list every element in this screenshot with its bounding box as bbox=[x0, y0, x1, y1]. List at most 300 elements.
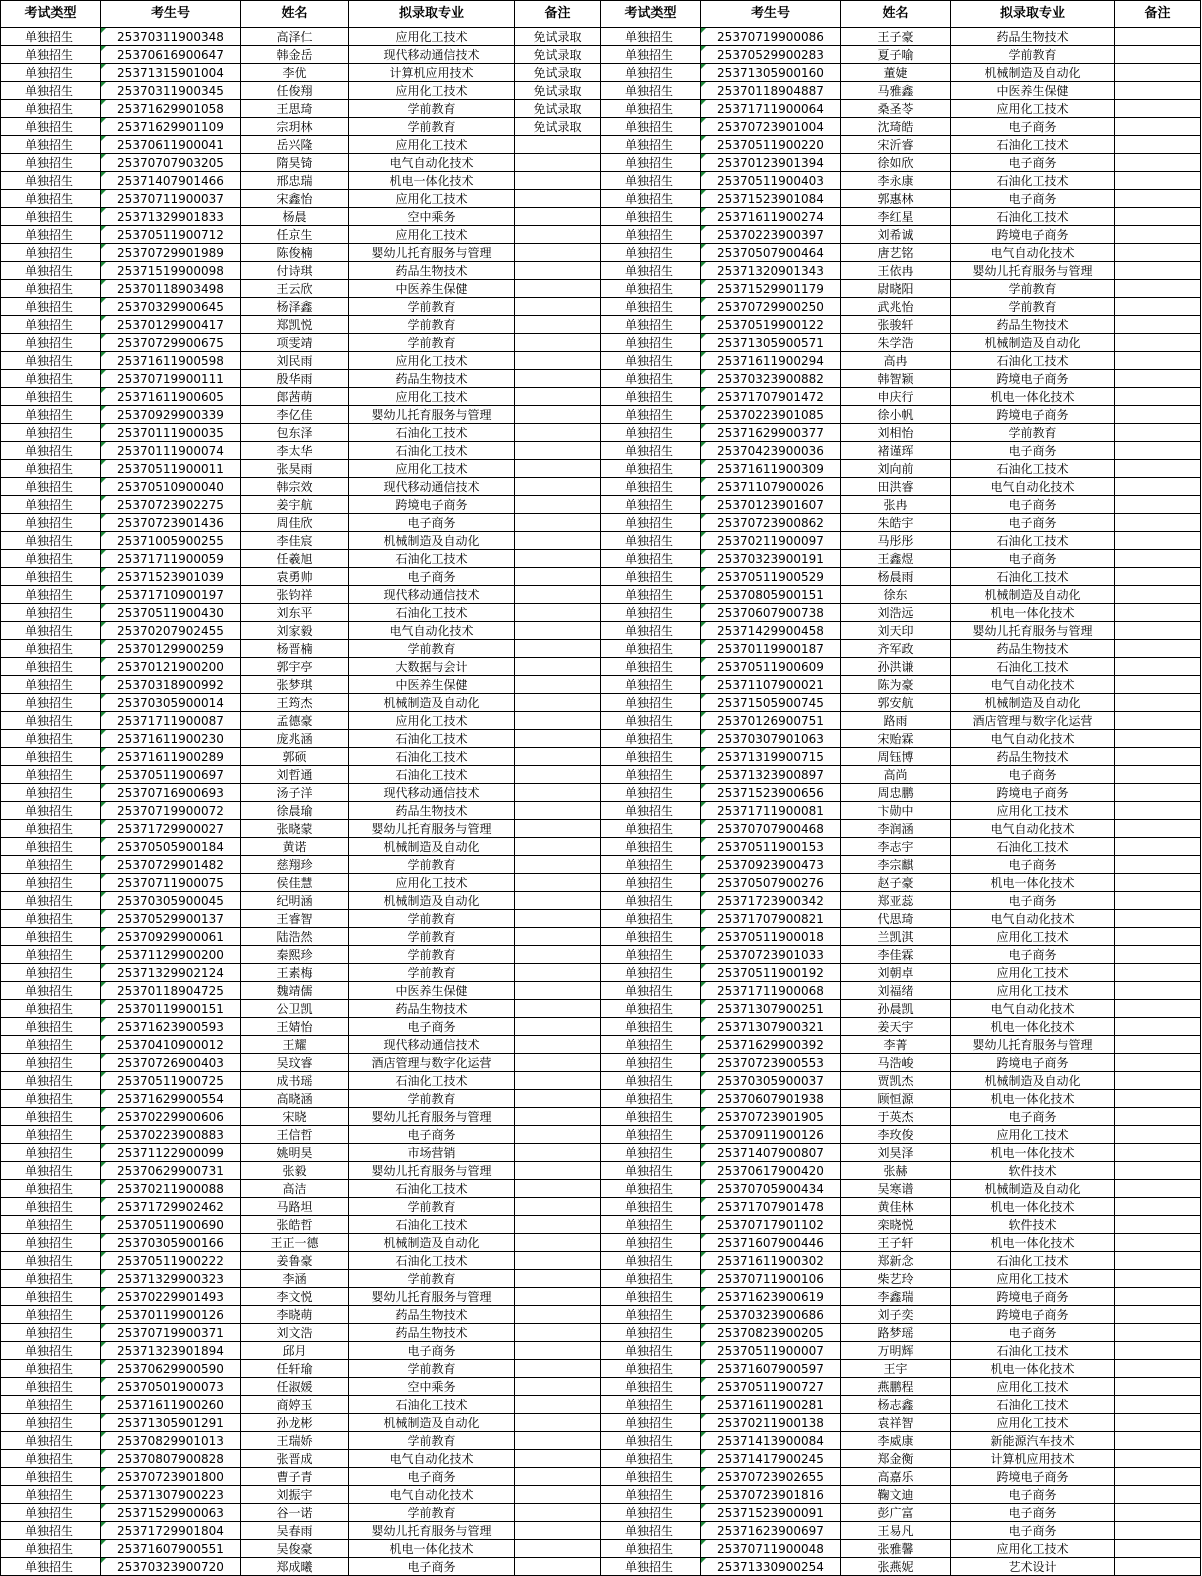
cell-right-major: 电气自动化技术 bbox=[951, 1000, 1115, 1018]
cell-left-candidate-id: 25371629901058 bbox=[101, 100, 241, 118]
table-row bbox=[1, 550, 1201, 568]
cell-right-major: 机械制造及自动化 bbox=[951, 586, 1115, 604]
cell-left-remark bbox=[515, 478, 601, 496]
cell-left-remark bbox=[515, 1360, 601, 1378]
cell-right-remark bbox=[1115, 100, 1201, 118]
cell-right-candidate-id: 25370607901938 bbox=[701, 1090, 841, 1108]
cell-left-exam-type: 单独招生 bbox=[1, 1234, 101, 1252]
cell-right-remark bbox=[1115, 1522, 1201, 1540]
cell-left-remark bbox=[515, 244, 601, 262]
cell-left-major: 中医养生保健 bbox=[349, 982, 515, 1000]
cell-left-remark bbox=[515, 298, 601, 316]
cell-left-candidate-id: 25371711900059 bbox=[101, 550, 241, 568]
cell-left-student-name: 王瑞娇 bbox=[241, 1432, 349, 1450]
cell-left-major: 药品生物技术 bbox=[349, 370, 515, 388]
cell-left-student-name: 慈翔珍 bbox=[241, 856, 349, 874]
cell-right-candidate-id: 25371607900446 bbox=[701, 1234, 841, 1252]
cell-right-remark bbox=[1115, 1018, 1201, 1036]
cell-left-candidate-id: 25370311900345 bbox=[101, 82, 241, 100]
cell-left-candidate-id: 25371729900027 bbox=[101, 820, 241, 838]
table-row bbox=[1, 1360, 1201, 1378]
cell-right-exam-type: 单独招生 bbox=[601, 1540, 701, 1558]
cell-left-major: 电气自动化技术 bbox=[349, 154, 515, 172]
header-candidate-id-2: 考生号 bbox=[701, 1, 841, 28]
cell-right-student-name: 鞠文迪 bbox=[841, 1486, 951, 1504]
cell-right-remark bbox=[1115, 1486, 1201, 1504]
cell-left-remark bbox=[515, 712, 601, 730]
cell-left-remark bbox=[515, 766, 601, 784]
cell-right-exam-type: 单独招生 bbox=[601, 1090, 701, 1108]
cell-right-student-name: 卞勋中 bbox=[841, 802, 951, 820]
cell-left-major: 石油化工技术 bbox=[349, 604, 515, 622]
cell-right-exam-type: 单独招生 bbox=[601, 82, 701, 100]
cell-right-major: 学前教育 bbox=[951, 46, 1115, 64]
cell-right-student-name: 马彤彤 bbox=[841, 532, 951, 550]
cell-left-candidate-id: 25370719900371 bbox=[101, 1324, 241, 1342]
table-row bbox=[1, 838, 1201, 856]
cell-left-candidate-id: 25370129900259 bbox=[101, 640, 241, 658]
cell-right-exam-type: 单独招生 bbox=[601, 442, 701, 460]
cell-left-remark bbox=[515, 1234, 601, 1252]
cell-left-candidate-id: 25370511900011 bbox=[101, 460, 241, 478]
cell-right-student-name: 王宇 bbox=[841, 1360, 951, 1378]
table-row bbox=[1, 1270, 1201, 1288]
cell-left-exam-type: 单独招生 bbox=[1, 712, 101, 730]
cell-left-remark bbox=[515, 1288, 601, 1306]
cell-left-candidate-id: 25370723902275 bbox=[101, 496, 241, 514]
cell-right-student-name: 孙晨凯 bbox=[841, 1000, 951, 1018]
cell-left-remark bbox=[515, 1090, 601, 1108]
cell-left-candidate-id: 25371307900223 bbox=[101, 1486, 241, 1504]
cell-left-major: 电气自动化技术 bbox=[349, 1450, 515, 1468]
cell-right-remark bbox=[1115, 226, 1201, 244]
cell-left-major: 婴幼儿托育服务与管理 bbox=[349, 244, 515, 262]
cell-right-major: 艺术设计 bbox=[951, 1558, 1115, 1576]
cell-left-major: 石油化工技术 bbox=[349, 1072, 515, 1090]
cell-right-candidate-id: 25370211900097 bbox=[701, 532, 841, 550]
cell-right-student-name: 孙洪谦 bbox=[841, 658, 951, 676]
cell-right-candidate-id: 25371305900571 bbox=[701, 334, 841, 352]
cell-left-exam-type: 单独招生 bbox=[1, 550, 101, 568]
cell-right-candidate-id: 25370118904887 bbox=[701, 82, 841, 100]
table-row bbox=[1, 1144, 1201, 1162]
cell-right-exam-type: 单独招生 bbox=[601, 586, 701, 604]
cell-left-candidate-id: 25370729901989 bbox=[101, 244, 241, 262]
cell-right-student-name: 王易凡 bbox=[841, 1522, 951, 1540]
cell-left-candidate-id: 25371529900063 bbox=[101, 1504, 241, 1522]
cell-left-exam-type: 单独招生 bbox=[1, 154, 101, 172]
cell-right-remark bbox=[1115, 982, 1201, 1000]
cell-left-remark bbox=[515, 1450, 601, 1468]
table-row bbox=[1, 226, 1201, 244]
cell-right-student-name: 代思琦 bbox=[841, 910, 951, 928]
cell-right-exam-type: 单独招生 bbox=[601, 1072, 701, 1090]
cell-right-candidate-id: 25370223901085 bbox=[701, 406, 841, 424]
cell-left-exam-type: 单独招生 bbox=[1, 820, 101, 838]
cell-left-candidate-id: 25371611900289 bbox=[101, 748, 241, 766]
cell-left-remark bbox=[515, 604, 601, 622]
table-row bbox=[1, 388, 1201, 406]
cell-right-major: 应用化工技术 bbox=[951, 1414, 1115, 1432]
cell-right-exam-type: 单独招生 bbox=[601, 1432, 701, 1450]
cell-right-remark bbox=[1115, 1180, 1201, 1198]
cell-right-exam-type: 单独招生 bbox=[601, 172, 701, 190]
cell-right-student-name: 杨志鑫 bbox=[841, 1396, 951, 1414]
cell-right-candidate-id: 25371305900160 bbox=[701, 64, 841, 82]
cell-right-exam-type: 单独招生 bbox=[601, 1450, 701, 1468]
cell-right-student-name: 褚谨珲 bbox=[841, 442, 951, 460]
cell-left-student-name: 王睿智 bbox=[241, 910, 349, 928]
cell-left-major: 学前教育 bbox=[349, 928, 515, 946]
cell-left-major: 电子商务 bbox=[349, 1342, 515, 1360]
cell-right-exam-type: 单独招生 bbox=[601, 388, 701, 406]
cell-left-student-name: 秦熙珍 bbox=[241, 946, 349, 964]
cell-left-major: 应用化工技术 bbox=[349, 712, 515, 730]
table-row bbox=[1, 766, 1201, 784]
cell-left-remark bbox=[515, 586, 601, 604]
cell-left-major: 婴幼儿托育服务与管理 bbox=[349, 1522, 515, 1540]
cell-right-student-name: 张骏轩 bbox=[841, 316, 951, 334]
cell-right-exam-type: 单独招生 bbox=[601, 424, 701, 442]
cell-left-exam-type: 单独招生 bbox=[1, 82, 101, 100]
header-row bbox=[1, 1, 1201, 28]
cell-left-student-name: 李晓萌 bbox=[241, 1306, 349, 1324]
cell-left-student-name: 王正一德 bbox=[241, 1234, 349, 1252]
cell-right-major: 电子商务 bbox=[951, 1486, 1115, 1504]
cell-left-candidate-id: 25370119900151 bbox=[101, 1000, 241, 1018]
cell-right-student-name: 桑圣苓 bbox=[841, 100, 951, 118]
cell-left-candidate-id: 25370807900828 bbox=[101, 1450, 241, 1468]
cell-right-major: 电子商务 bbox=[951, 1324, 1115, 1342]
cell-right-candidate-id: 25370723901033 bbox=[701, 946, 841, 964]
cell-left-major: 电子商务 bbox=[349, 1558, 515, 1576]
cell-right-candidate-id: 25370529900283 bbox=[701, 46, 841, 64]
cell-right-major: 跨境电子商务 bbox=[951, 370, 1115, 388]
table-row bbox=[1, 1504, 1201, 1522]
cell-left-remark bbox=[515, 406, 601, 424]
cell-left-remark bbox=[515, 190, 601, 208]
cell-right-major: 机电一体化技术 bbox=[951, 1360, 1115, 1378]
table-row bbox=[1, 1234, 1201, 1252]
cell-right-remark bbox=[1115, 910, 1201, 928]
cell-right-candidate-id: 25370705900434 bbox=[701, 1180, 841, 1198]
cell-left-remark bbox=[515, 694, 601, 712]
cell-right-candidate-id: 25371319900715 bbox=[701, 748, 841, 766]
cell-right-major: 应用化工技术 bbox=[951, 928, 1115, 946]
cell-right-major: 药品生物技术 bbox=[951, 748, 1115, 766]
cell-right-student-name: 朱学浩 bbox=[841, 334, 951, 352]
cell-right-exam-type: 单独招生 bbox=[601, 1108, 701, 1126]
cell-left-candidate-id: 25371129900200 bbox=[101, 946, 241, 964]
table-row bbox=[1, 1450, 1201, 1468]
table-row bbox=[1, 118, 1201, 136]
cell-right-major: 药品生物技术 bbox=[951, 316, 1115, 334]
cell-right-remark bbox=[1115, 874, 1201, 892]
cell-right-exam-type: 单独招生 bbox=[601, 676, 701, 694]
cell-left-major: 石油化工技术 bbox=[349, 766, 515, 784]
cell-right-student-name: 王子豪 bbox=[841, 28, 951, 46]
cell-right-major: 应用化工技术 bbox=[951, 1378, 1115, 1396]
cell-left-exam-type: 单独招生 bbox=[1, 424, 101, 442]
cell-right-student-name: 路雨 bbox=[841, 712, 951, 730]
cell-right-student-name: 武兆怡 bbox=[841, 298, 951, 316]
table-row bbox=[1, 280, 1201, 298]
cell-right-student-name: 郑新念 bbox=[841, 1252, 951, 1270]
table-row bbox=[1, 208, 1201, 226]
cell-right-exam-type: 单独招生 bbox=[601, 1036, 701, 1054]
cell-left-exam-type: 单独招生 bbox=[1, 1432, 101, 1450]
table-row bbox=[1, 442, 1201, 460]
cell-left-exam-type: 单独招生 bbox=[1, 388, 101, 406]
cell-right-candidate-id: 25370511900609 bbox=[701, 658, 841, 676]
cell-right-exam-type: 单独招生 bbox=[601, 316, 701, 334]
cell-right-remark bbox=[1115, 406, 1201, 424]
cell-right-student-name: 田洪睿 bbox=[841, 478, 951, 496]
table-row bbox=[1, 1036, 1201, 1054]
cell-left-remark bbox=[515, 730, 601, 748]
cell-left-remark bbox=[515, 334, 601, 352]
table-row bbox=[1, 1522, 1201, 1540]
cell-left-remark bbox=[515, 1126, 601, 1144]
cell-left-candidate-id: 25371729901804 bbox=[101, 1522, 241, 1540]
cell-left-remark: 免试录取 bbox=[515, 100, 601, 118]
cell-left-remark bbox=[515, 1378, 601, 1396]
cell-left-student-name: 孟德豪 bbox=[241, 712, 349, 730]
cell-left-exam-type: 单独招生 bbox=[1, 676, 101, 694]
cell-right-exam-type: 单独招生 bbox=[601, 478, 701, 496]
cell-left-student-name: 高晓涵 bbox=[241, 1090, 349, 1108]
cell-right-student-name: 袁祥智 bbox=[841, 1414, 951, 1432]
cell-right-candidate-id: 25370707900468 bbox=[701, 820, 841, 838]
cell-right-exam-type: 单独招生 bbox=[601, 892, 701, 910]
table-row bbox=[1, 586, 1201, 604]
cell-right-remark bbox=[1115, 1036, 1201, 1054]
table-row bbox=[1, 712, 1201, 730]
cell-right-exam-type: 单独招生 bbox=[601, 604, 701, 622]
cell-right-exam-type: 单独招生 bbox=[601, 280, 701, 298]
cell-left-exam-type: 单独招生 bbox=[1, 244, 101, 262]
cell-right-major: 机电一体化技术 bbox=[951, 874, 1115, 892]
cell-left-candidate-id: 25370616900647 bbox=[101, 46, 241, 64]
cell-right-remark bbox=[1115, 640, 1201, 658]
cell-left-candidate-id: 25371519900098 bbox=[101, 262, 241, 280]
cell-right-student-name: 李菁 bbox=[841, 1036, 951, 1054]
cell-left-student-name: 刘东平 bbox=[241, 604, 349, 622]
table-row bbox=[1, 262, 1201, 280]
cell-left-major: 石油化工技术 bbox=[349, 748, 515, 766]
cell-right-student-name: 申庆行 bbox=[841, 388, 951, 406]
cell-left-student-name: 吴春雨 bbox=[241, 1522, 349, 1540]
cell-right-exam-type: 单独招生 bbox=[601, 514, 701, 532]
cell-left-major: 学前教育 bbox=[349, 1360, 515, 1378]
cell-left-remark bbox=[515, 568, 601, 586]
cell-left-candidate-id: 25371711900087 bbox=[101, 712, 241, 730]
cell-right-candidate-id: 25371413900084 bbox=[701, 1432, 841, 1450]
cell-left-remark bbox=[515, 370, 601, 388]
table-row bbox=[1, 532, 1201, 550]
cell-right-student-name: 周钰博 bbox=[841, 748, 951, 766]
cell-left-candidate-id: 25370511900712 bbox=[101, 226, 241, 244]
cell-left-candidate-id: 25370711900075 bbox=[101, 874, 241, 892]
table-row bbox=[1, 622, 1201, 640]
cell-left-candidate-id: 25370723901436 bbox=[101, 514, 241, 532]
cell-right-student-name: 李永康 bbox=[841, 172, 951, 190]
cell-left-candidate-id: 25370719900072 bbox=[101, 802, 241, 820]
cell-right-major: 电气自动化技术 bbox=[951, 478, 1115, 496]
cell-left-exam-type: 单独招生 bbox=[1, 208, 101, 226]
cell-left-major: 中医养生保健 bbox=[349, 676, 515, 694]
cell-left-student-name: 商婷玉 bbox=[241, 1396, 349, 1414]
cell-left-exam-type: 单独招生 bbox=[1, 1360, 101, 1378]
cell-left-candidate-id: 25371611900605 bbox=[101, 388, 241, 406]
cell-right-student-name: 刘浩远 bbox=[841, 604, 951, 622]
cell-right-exam-type: 单独招生 bbox=[601, 118, 701, 136]
cell-right-candidate-id: 25371307900251 bbox=[701, 1000, 841, 1018]
cell-left-candidate-id: 25371329901833 bbox=[101, 208, 241, 226]
cell-left-major: 现代移动通信技术 bbox=[349, 478, 515, 496]
cell-right-remark bbox=[1115, 1504, 1201, 1522]
cell-right-exam-type: 单独招生 bbox=[601, 532, 701, 550]
cell-right-exam-type: 单独招生 bbox=[601, 1054, 701, 1072]
table-row bbox=[1, 802, 1201, 820]
cell-left-student-name: 任淑媛 bbox=[241, 1378, 349, 1396]
cell-left-major: 学前教育 bbox=[349, 964, 515, 982]
cell-left-student-name: 刘文浩 bbox=[241, 1324, 349, 1342]
table-row bbox=[1, 172, 1201, 190]
cell-right-major: 学前教育 bbox=[951, 280, 1115, 298]
cell-right-candidate-id: 25371711900081 bbox=[701, 802, 841, 820]
cell-right-remark bbox=[1115, 514, 1201, 532]
cell-right-remark bbox=[1115, 856, 1201, 874]
cell-right-exam-type: 单独招生 bbox=[601, 748, 701, 766]
cell-right-major: 电子商务 bbox=[951, 766, 1115, 784]
cell-right-student-name: 陈为豪 bbox=[841, 676, 951, 694]
cell-left-candidate-id: 25370729900675 bbox=[101, 334, 241, 352]
cell-right-candidate-id: 25370519900122 bbox=[701, 316, 841, 334]
cell-left-major: 电子商务 bbox=[349, 514, 515, 532]
cell-right-exam-type: 单独招生 bbox=[601, 1522, 701, 1540]
cell-right-major: 电子商务 bbox=[951, 154, 1115, 172]
cell-right-exam-type: 单独招生 bbox=[601, 46, 701, 64]
cell-right-candidate-id: 25370607900738 bbox=[701, 604, 841, 622]
cell-left-exam-type: 单独招生 bbox=[1, 1540, 101, 1558]
cell-right-remark bbox=[1115, 478, 1201, 496]
table-row bbox=[1, 928, 1201, 946]
cell-left-remark bbox=[515, 460, 601, 478]
cell-left-remark bbox=[515, 910, 601, 928]
cell-right-major: 电子商务 bbox=[951, 190, 1115, 208]
cell-right-remark bbox=[1115, 496, 1201, 514]
cell-right-exam-type: 单独招生 bbox=[601, 820, 701, 838]
cell-right-major: 电子商务 bbox=[951, 1504, 1115, 1522]
cell-right-candidate-id: 25371707901472 bbox=[701, 388, 841, 406]
cell-left-student-name: 岳兴隆 bbox=[241, 136, 349, 154]
cell-left-candidate-id: 25371329902124 bbox=[101, 964, 241, 982]
cell-left-major: 学前教育 bbox=[349, 1270, 515, 1288]
cell-right-major: 应用化工技术 bbox=[951, 1540, 1115, 1558]
cell-right-student-name: 栾晓悦 bbox=[841, 1216, 951, 1234]
cell-left-candidate-id: 25370929900339 bbox=[101, 406, 241, 424]
cell-left-major: 石油化工技术 bbox=[349, 424, 515, 442]
cell-right-major: 石油化工技术 bbox=[951, 1396, 1115, 1414]
cell-right-remark bbox=[1115, 1072, 1201, 1090]
cell-left-remark: 免试录取 bbox=[515, 118, 601, 136]
cell-right-remark bbox=[1115, 766, 1201, 784]
cell-left-remark bbox=[515, 532, 601, 550]
cell-left-remark bbox=[515, 1144, 601, 1162]
cell-left-candidate-id: 25371629901109 bbox=[101, 118, 241, 136]
cell-left-candidate-id: 25370929900061 bbox=[101, 928, 241, 946]
cell-left-major: 市场营销 bbox=[349, 1144, 515, 1162]
cell-left-student-name: 徐晨瑜 bbox=[241, 802, 349, 820]
cell-right-remark bbox=[1115, 928, 1201, 946]
cell-left-student-name: 张钧祥 bbox=[241, 586, 349, 604]
cell-right-student-name: 兰凯淇 bbox=[841, 928, 951, 946]
cell-left-remark bbox=[515, 496, 601, 514]
cell-left-major: 药品生物技术 bbox=[349, 802, 515, 820]
cell-right-major: 电子商务 bbox=[951, 514, 1115, 532]
table-row bbox=[1, 1054, 1201, 1072]
cell-right-exam-type: 单独招生 bbox=[601, 1270, 701, 1288]
cell-right-candidate-id: 25371723900342 bbox=[701, 892, 841, 910]
cell-right-major: 新能源汽车技术 bbox=[951, 1432, 1115, 1450]
cell-left-major: 应用化工技术 bbox=[349, 460, 515, 478]
cell-left-student-name: 张梦琪 bbox=[241, 676, 349, 694]
cell-right-exam-type: 单独招生 bbox=[601, 1486, 701, 1504]
cell-right-exam-type: 单独招生 bbox=[601, 244, 701, 262]
cell-right-remark bbox=[1115, 1216, 1201, 1234]
cell-left-major: 空中乘务 bbox=[349, 1378, 515, 1396]
cell-left-exam-type: 单独招生 bbox=[1, 1018, 101, 1036]
cell-left-remark bbox=[515, 820, 601, 838]
table-row bbox=[1, 568, 1201, 586]
cell-right-candidate-id: 25371623900619 bbox=[701, 1288, 841, 1306]
cell-right-major: 机械制造及自动化 bbox=[951, 334, 1115, 352]
cell-left-student-name: 公卫凯 bbox=[241, 1000, 349, 1018]
table-row bbox=[1, 154, 1201, 172]
cell-right-candidate-id: 25370126900751 bbox=[701, 712, 841, 730]
cell-right-major: 婴幼儿托育服务与管理 bbox=[951, 1036, 1115, 1054]
cell-right-remark bbox=[1115, 1558, 1201, 1576]
cell-left-remark bbox=[515, 1054, 601, 1072]
cell-left-candidate-id: 25370111900035 bbox=[101, 424, 241, 442]
cell-left-exam-type: 单独招生 bbox=[1, 640, 101, 658]
cell-right-remark bbox=[1115, 586, 1201, 604]
table-row bbox=[1, 820, 1201, 838]
cell-right-student-name: 李佳霖 bbox=[841, 946, 951, 964]
cell-left-exam-type: 单独招生 bbox=[1, 64, 101, 82]
cell-right-candidate-id: 25370507900464 bbox=[701, 244, 841, 262]
cell-right-major: 应用化工技术 bbox=[951, 100, 1115, 118]
cell-right-candidate-id: 25370711900048 bbox=[701, 1540, 841, 1558]
cell-left-candidate-id: 25370207902455 bbox=[101, 622, 241, 640]
cell-left-candidate-id: 25370511900222 bbox=[101, 1252, 241, 1270]
cell-right-student-name: 李威康 bbox=[841, 1432, 951, 1450]
cell-right-major: 软件技术 bbox=[951, 1162, 1115, 1180]
cell-left-student-name: 侯佳慧 bbox=[241, 874, 349, 892]
cell-left-major: 学前教育 bbox=[349, 946, 515, 964]
cell-left-major: 电子商务 bbox=[349, 568, 515, 586]
cell-left-remark bbox=[515, 1468, 601, 1486]
cell-left-candidate-id: 25371611900598 bbox=[101, 352, 241, 370]
cell-right-candidate-id: 25370307901063 bbox=[701, 730, 841, 748]
cell-right-exam-type: 单独招生 bbox=[601, 856, 701, 874]
cell-left-remark: 免试录取 bbox=[515, 28, 601, 46]
cell-right-major: 石油化工技术 bbox=[951, 532, 1115, 550]
cell-right-candidate-id: 25371107900021 bbox=[701, 676, 841, 694]
cell-left-exam-type: 单独招生 bbox=[1, 1342, 101, 1360]
cell-right-major: 电子商务 bbox=[951, 892, 1115, 910]
